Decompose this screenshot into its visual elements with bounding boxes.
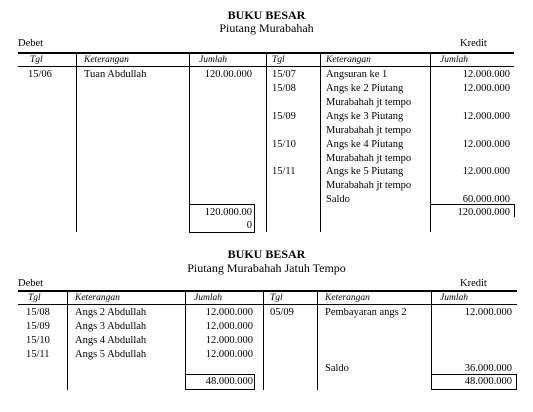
ledger-1-col-divider [76,52,77,232]
credit-description: Pembayaran angs 2 [325,307,407,318]
ledger-2-header-jumlah-credit: Jumlah [440,293,468,303]
credit-amount: 12.000.000 [462,166,510,177]
ledger-1-header-keterangan-credit: Keterangan [326,55,371,65]
credit-date: 15/08 [272,83,296,94]
debit-amount: 12.000.000 [205,307,253,318]
ledger-2-header-tgl-credit: Tgl [270,293,283,303]
credit-description: Murabahah jt tempo [326,153,412,164]
saldo-label: Saldo [325,363,349,374]
debit-description: Angs 5 Abdullah [75,349,147,360]
credit-amount: 12.000.000 [462,83,510,94]
ledger-2-debet-label: Debet [18,278,44,289]
debit-total: 48.000.000 [205,376,253,387]
saldo-amount: 60.000.000 [462,194,510,205]
ledger-2-title: BUKU BESAR [227,247,306,261]
ledger-2-center-divider [263,290,264,390]
debit-amount: 12.000.000 [205,335,253,346]
debit-description: Angs 3 Abdullah [75,321,147,332]
ledger-2-header-jumlah-debit: Jumlah [194,293,222,303]
ledger-1-kredit-label: Kredit [460,38,487,49]
ledger-1-header-keterangan-debit: Keterangan [84,55,129,65]
credit-amount: 12.000.000 [462,69,510,80]
credit-total-rule [430,204,514,205]
debit-date: 15/06 [28,69,52,80]
credit-description: Angs ke 2 Piutang [326,83,404,94]
ledger-1-header-jumlah-debit: Jumlah [199,55,227,65]
credit-amount: 12.000.000 [462,139,510,150]
ledger-2-col-divider [67,290,68,390]
debit-total-continued: 0 [246,220,252,231]
ledger-2-kredit-label: Kredit [460,278,487,289]
credit-description: Angs ke 3 Piutang [326,111,404,122]
credit-total: 48.000.000 [464,376,512,387]
ledger-1-title: BUKU BESAR [227,8,306,22]
credit-amount: 12.000.000 [464,307,512,318]
credit-description: Murabahah jt tempo [326,125,412,136]
saldo-label: Saldo [326,194,350,205]
credit-date: 15/11 [272,166,296,177]
ledger-2-col-divider [317,290,318,390]
credit-amount: 12.000.000 [462,111,510,122]
ledger-1-center-divider [266,52,267,232]
debit-date: 15/08 [26,307,50,318]
credit-description: Angsuran ke 1 [326,69,388,80]
debit-description: Angs 4 Abdullah [75,335,147,346]
credit-description: Angs ke 5 Piutang [326,166,404,177]
ledger-2-subtitle: Piutang Murabahah Jatuh Tempo [187,261,346,275]
ledger-1-header-jumlah-credit: Jumlah [440,55,468,65]
ledger-1-col-divider [320,52,321,232]
credit-description: Murabahah jt tempo [326,180,412,191]
ledger-1-subtitle: Piutang Murabahah [219,21,314,35]
credit-total-right-edge [514,204,515,217]
credit-date: 15/09 [272,111,296,122]
debit-amount: 120.00.000 [204,69,252,80]
saldo-amount: 36.000.000 [464,363,512,374]
credit-total: 120.000.000 [457,207,510,218]
credit-description: Angs ke 4 Piutang [326,139,404,150]
debit-description: Angs 2 Abdullah [75,307,147,318]
ledger-2-header-keterangan-debit: Keterangan [75,293,120,303]
credit-date: 15/07 [272,69,296,80]
debit-amount: 12.000.000 [205,349,253,360]
credit-description: Murabahah jt tempo [326,97,412,108]
debit-amount: 12.000.000 [205,321,253,332]
debit-total: 120.000.00 [204,207,252,218]
ledger-1-header-tgl-debit: Tgl [30,55,43,65]
ledger-2-header-keterangan-credit: Keterangan [325,293,370,303]
ledger-2-header-tgl-debit: Tgl [28,293,41,303]
credit-date: 05/09 [270,307,294,318]
ledger-1-header-tgl-credit: Tgl [272,55,285,65]
debit-date: 15/09 [26,321,50,332]
ledger-1-debet-label: Debet [18,38,44,49]
debit-date: 15/10 [26,335,50,346]
debit-description: Tuan Abdullah [84,69,147,80]
credit-date: 15/10 [272,139,296,150]
debit-date: 15/11 [26,349,50,360]
